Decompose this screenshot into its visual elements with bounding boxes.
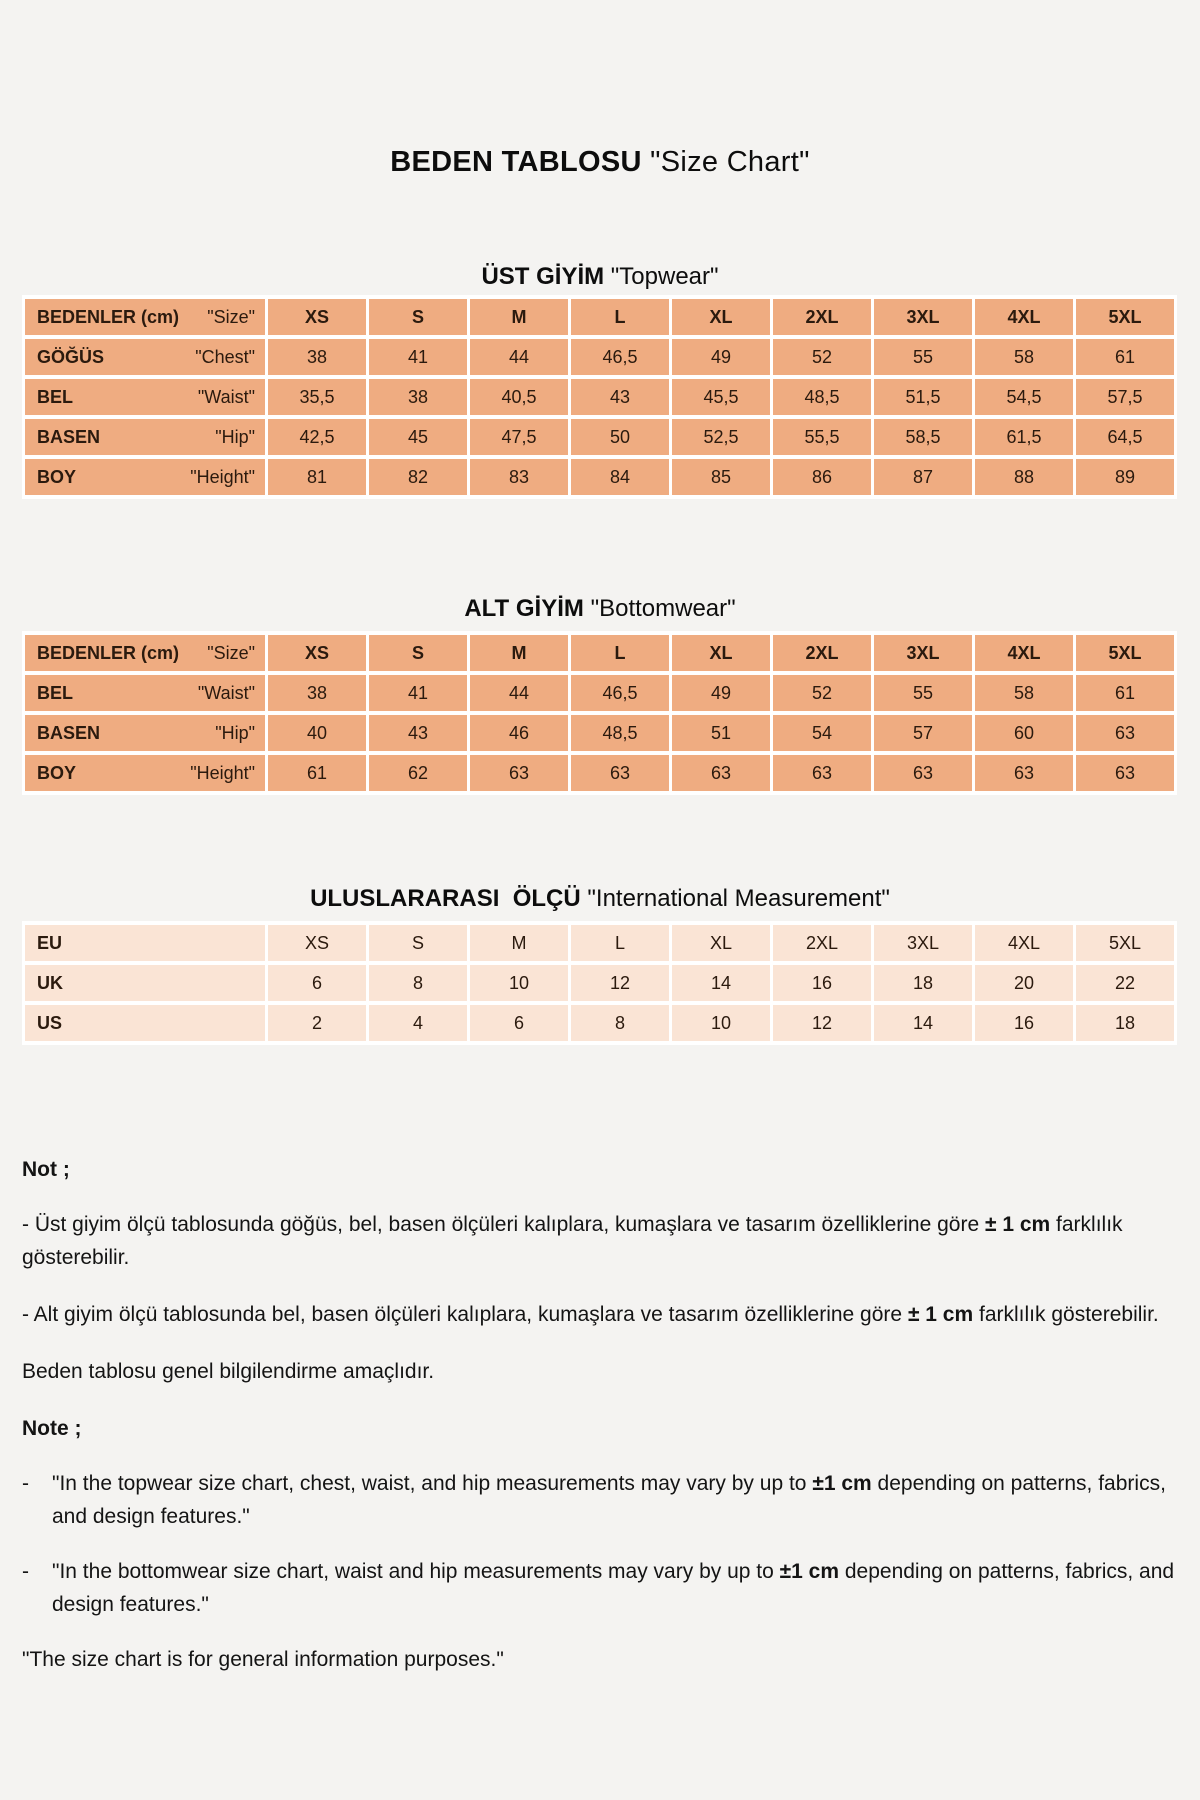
table-row [25, 715, 1174, 751]
row-label-english: "Hip" [215, 426, 255, 447]
value-cell: 2XL [773, 925, 871, 961]
page-title-english: "Size Chart" [650, 146, 810, 178]
note-bold-text: ± 1 cm [907, 1303, 974, 1326]
value-cell: 14 [874, 1005, 972, 1041]
row-label-turkish: UK [37, 972, 63, 993]
value-cell: 52 [773, 675, 871, 711]
value-cell: 63 [1076, 755, 1174, 791]
size-column-header: XS [268, 299, 366, 335]
size-column-header: 3XL [874, 635, 972, 671]
bottomwear-heading [0, 595, 1200, 623]
row-label-turkish: BEDENLER (cm) [37, 306, 180, 327]
note-paragraph [22, 1298, 1180, 1331]
value-cell: 52,5 [672, 419, 770, 455]
international-heading-english: "International Measurement" [587, 885, 890, 912]
row-label-cell [25, 339, 265, 375]
row-label-cell [25, 459, 265, 495]
value-cell: 46,5 [571, 339, 669, 375]
row-label [25, 643, 265, 664]
value-cell: 61 [268, 755, 366, 791]
value-cell: 58,5 [874, 419, 972, 455]
value-cell: 45 [369, 419, 467, 455]
value-cell: 41 [369, 339, 467, 375]
row-label-cell [25, 675, 265, 711]
header-label-cell [25, 299, 265, 335]
value-cell: 85 [672, 459, 770, 495]
value-cell: 3XL [874, 925, 972, 961]
value-cell: 55,5 [773, 419, 871, 455]
value-cell: 86 [773, 459, 871, 495]
size-column-header: S [369, 635, 467, 671]
value-cell: 58 [975, 675, 1073, 711]
size-column-header: 3XL [874, 299, 972, 335]
value-cell: 58 [975, 339, 1073, 375]
table-row [25, 755, 1174, 791]
row-label-cell [25, 419, 265, 455]
value-cell: 63 [773, 755, 871, 791]
row-label-turkish: GÖĞÜS [37, 346, 105, 367]
note-text: farklılık gösterebilir. [22, 1213, 1129, 1269]
row-label [25, 763, 265, 784]
topwear-heading [0, 263, 1200, 291]
size-column-header: XL [672, 635, 770, 671]
value-cell: M [470, 925, 568, 961]
bullet-text [52, 1555, 1180, 1621]
topwear-heading-turkish: ÜST GİYİM [481, 263, 605, 290]
row-label-turkish: BOY [37, 466, 77, 487]
row-label-cell [25, 755, 265, 791]
note-text: "In the topwear size chart, chest, waist, and hip measurements may vary by up to [52, 1472, 813, 1495]
row-label [25, 683, 265, 704]
row-label-cell [25, 925, 265, 961]
value-cell: 63 [874, 755, 972, 791]
note-text: "In the bottomwear size chart, waist and hip measurements may vary by up to [52, 1560, 780, 1583]
value-cell: 40 [268, 715, 366, 751]
note-paragraph [22, 1208, 1180, 1274]
value-cell: 84 [571, 459, 669, 495]
row-label-turkish: BOY [37, 762, 77, 783]
size-column-header: XL [672, 299, 770, 335]
value-cell: 46,5 [571, 675, 669, 711]
value-cell: 41 [369, 675, 467, 711]
value-cell: 60 [975, 715, 1073, 751]
table-row [25, 459, 1174, 495]
bottomwear-size-table [22, 631, 1177, 795]
note-paragraph [22, 1355, 1180, 1388]
value-cell: 64,5 [1076, 419, 1174, 455]
value-cell: 10 [470, 965, 568, 1001]
value-cell: 63 [1076, 715, 1174, 751]
topwear-size-table [22, 295, 1177, 499]
value-cell: 55 [874, 675, 972, 711]
row-label [25, 933, 265, 954]
table-row [25, 419, 1174, 455]
row-label [25, 1013, 265, 1034]
topwear-section [0, 263, 1200, 499]
header-label-cell [25, 635, 265, 671]
row-label-english: "Waist" [197, 386, 255, 407]
row-label-english: "Size" [207, 642, 255, 663]
value-cell: 48,5 [571, 715, 669, 751]
value-cell: 4XL [975, 925, 1073, 961]
value-cell: 6 [470, 1005, 568, 1041]
size-column-header: 5XL [1076, 635, 1174, 671]
value-cell: S [369, 925, 467, 961]
table-row [25, 925, 1174, 961]
note-text: "The size chart is for general information purposes." [22, 1648, 504, 1671]
value-cell: 83 [470, 459, 568, 495]
value-cell: 38 [268, 339, 366, 375]
page-title [0, 0, 1200, 179]
size-column-header: 4XL [975, 635, 1073, 671]
value-cell: 63 [470, 755, 568, 791]
value-cell: 5XL [1076, 925, 1174, 961]
value-cell: 6 [268, 965, 366, 1001]
value-cell: 14 [672, 965, 770, 1001]
note-bold-text: Note ; [22, 1417, 82, 1440]
row-label [25, 307, 265, 328]
value-cell: 35,5 [268, 379, 366, 415]
row-label-english: "Waist" [197, 682, 255, 703]
value-cell: 10 [672, 1005, 770, 1041]
note-text: - Alt giyim ölçü tablosunda bel, basen ölçüleri kalıplara, kumaşlara ve tasarım özelliklerine göre [22, 1303, 908, 1326]
value-cell: 38 [369, 379, 467, 415]
bullet-text [52, 1467, 1180, 1533]
value-cell: 22 [1076, 965, 1174, 1001]
value-cell: 52 [773, 339, 871, 375]
note-heading [22, 1412, 1180, 1445]
value-cell: 62 [369, 755, 467, 791]
value-cell: 44 [470, 339, 568, 375]
size-column-header: 2XL [773, 635, 871, 671]
row-label-english: "Height" [190, 466, 255, 487]
value-cell: 63 [571, 755, 669, 791]
row-label-english: "Chest" [195, 346, 255, 367]
note-heading [22, 1153, 1180, 1186]
value-cell: 51,5 [874, 379, 972, 415]
note-text: Beden tablosu genel bilgilendirme amaçlıdır. [22, 1360, 435, 1383]
value-cell: 63 [672, 755, 770, 791]
row-label-cell [25, 715, 265, 751]
note-bold-text: ±1 cm [779, 1560, 840, 1583]
size-column-header: M [470, 635, 568, 671]
bottomwear-heading-english: "Bottomwear" [590, 595, 736, 622]
value-cell: 16 [773, 965, 871, 1001]
value-cell: 42,5 [268, 419, 366, 455]
table-row [25, 339, 1174, 375]
note-text: - Üst giyim ölçü tablosunda göğüs, bel, basen ölçüleri kalıplara, kumaşlara ve tasarım özelliklerine göre [22, 1213, 985, 1236]
row-label [25, 467, 265, 488]
value-cell: 43 [369, 715, 467, 751]
row-label-turkish: EU [37, 932, 63, 953]
note-bullet [22, 1555, 1180, 1621]
table-row [25, 1005, 1174, 1041]
size-column-header: M [470, 299, 568, 335]
value-cell: 63 [975, 755, 1073, 791]
value-cell: 54,5 [975, 379, 1073, 415]
row-label [25, 387, 265, 408]
table-header-row [25, 299, 1174, 335]
value-cell: 48,5 [773, 379, 871, 415]
value-cell: 61 [1076, 675, 1174, 711]
value-cell: 2 [268, 1005, 366, 1041]
bottomwear-heading-turkish: ALT GİYİM [464, 595, 584, 622]
value-cell: 81 [268, 459, 366, 495]
row-label-english: "Height" [190, 762, 255, 783]
value-cell: 40,5 [470, 379, 568, 415]
international-section [0, 885, 1200, 1045]
value-cell: 89 [1076, 459, 1174, 495]
value-cell: 50 [571, 419, 669, 455]
note-bullet [22, 1467, 1180, 1533]
row-label-turkish: BEL [37, 682, 73, 703]
note-bold-text: ± 1 cm [984, 1213, 1051, 1236]
table-row [25, 675, 1174, 711]
bottomwear-section [0, 595, 1200, 795]
value-cell: 46 [470, 715, 568, 751]
row-label-cell [25, 379, 265, 415]
row-label-turkish: BASEN [37, 426, 101, 447]
value-cell: 12 [773, 1005, 871, 1041]
row-label-turkish: BEDENLER (cm) [37, 642, 180, 663]
value-cell: 20 [975, 965, 1073, 1001]
value-cell: L [571, 925, 669, 961]
size-column-header: S [369, 299, 467, 335]
bullet-dash: - [22, 1560, 29, 1583]
value-cell: 8 [369, 965, 467, 1001]
value-cell: 8 [571, 1005, 669, 1041]
row-label [25, 723, 265, 744]
notes-section [22, 1153, 1180, 1676]
size-column-header: XS [268, 635, 366, 671]
international-heading [0, 885, 1200, 913]
row-label-turkish: BASEN [37, 722, 101, 743]
row-label-cell [25, 965, 265, 1001]
value-cell: 61,5 [975, 419, 1073, 455]
value-cell: 49 [672, 675, 770, 711]
value-cell: 38 [268, 675, 366, 711]
value-cell: 4 [369, 1005, 467, 1041]
row-label-english: "Size" [207, 306, 255, 327]
value-cell: 16 [975, 1005, 1073, 1041]
note-bold-text: ±1 cm [812, 1472, 872, 1495]
topwear-heading-english: "Topwear" [610, 263, 719, 290]
note-paragraph [22, 1643, 1180, 1676]
value-cell: XL [672, 925, 770, 961]
row-label [25, 427, 265, 448]
value-cell: 51 [672, 715, 770, 751]
value-cell: 18 [1076, 1005, 1174, 1041]
value-cell: 82 [369, 459, 467, 495]
value-cell: 12 [571, 965, 669, 1001]
value-cell: 57 [874, 715, 972, 751]
value-cell: 18 [874, 965, 972, 1001]
value-cell: 47,5 [470, 419, 568, 455]
international-heading-turkish: ULUSLARARASI ÖLÇÜ [310, 885, 581, 912]
size-column-header: 2XL [773, 299, 871, 335]
note-text: depending on patterns, fabrics, and design features." [52, 1560, 1180, 1616]
size-column-header: L [571, 299, 669, 335]
table-row [25, 965, 1174, 1001]
value-cell: 43 [571, 379, 669, 415]
row-label [25, 347, 265, 368]
value-cell: 57,5 [1076, 379, 1174, 415]
value-cell: 55 [874, 339, 972, 375]
table-row [25, 379, 1174, 415]
value-cell: 88 [975, 459, 1073, 495]
row-label-cell [25, 1005, 265, 1041]
value-cell: 45,5 [672, 379, 770, 415]
value-cell: 54 [773, 715, 871, 751]
size-column-header: 5XL [1076, 299, 1174, 335]
row-label-turkish: BEL [37, 386, 73, 407]
row-label [25, 973, 265, 994]
value-cell: 49 [672, 339, 770, 375]
page-title-turkish: BEDEN TABLOSU [390, 146, 642, 178]
size-column-header: 4XL [975, 299, 1073, 335]
note-text: farklılık gösterebilir. [973, 1303, 1159, 1326]
row-label-turkish: US [37, 1012, 63, 1033]
table-header-row [25, 635, 1174, 671]
bullet-dash: - [22, 1472, 29, 1495]
value-cell: 87 [874, 459, 972, 495]
row-label-english: "Hip" [215, 722, 255, 743]
note-text: depending on patterns, fabrics, and design features." [52, 1472, 1172, 1528]
international-size-table [22, 921, 1177, 1045]
note-bold-text: Not ; [22, 1158, 70, 1181]
size-column-header: L [571, 635, 669, 671]
value-cell: XS [268, 925, 366, 961]
value-cell: 61 [1076, 339, 1174, 375]
value-cell: 44 [470, 675, 568, 711]
